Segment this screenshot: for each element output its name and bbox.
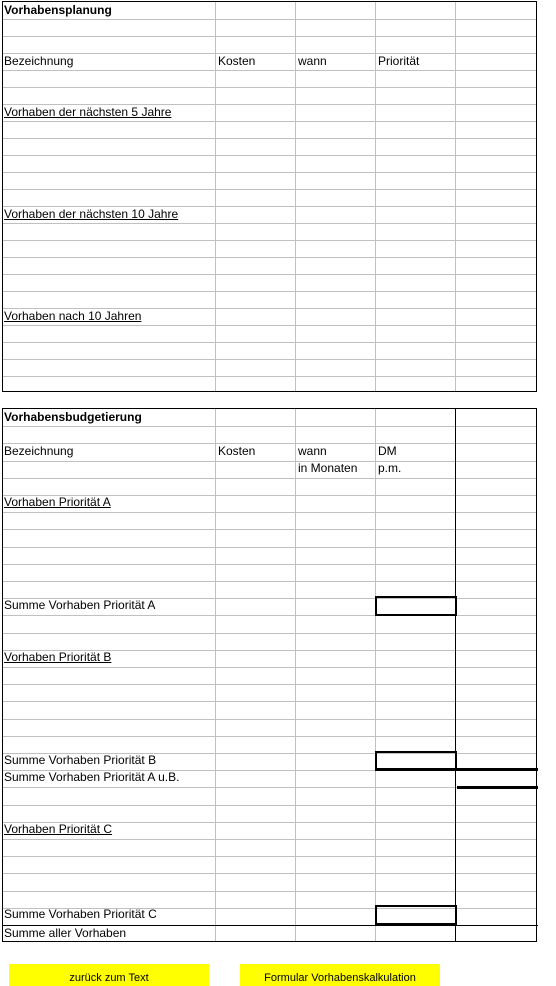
budget-sum-ab-rule-bottom bbox=[457, 786, 538, 789]
budget-section-c: Vorhaben Priorität C bbox=[4, 822, 113, 836]
budget-total-label: Summe aller Vorhaben bbox=[4, 926, 127, 940]
budget-header-dm: DM bbox=[378, 444, 397, 458]
grid-row-line bbox=[3, 291, 536, 292]
grid-row-line bbox=[3, 325, 536, 326]
grid-row-line bbox=[3, 240, 536, 241]
grid-row-line bbox=[3, 223, 536, 224]
grid-row-line bbox=[3, 19, 536, 20]
grid-row-line bbox=[3, 121, 536, 122]
grid-row-line bbox=[3, 172, 536, 173]
planning-header-prioritaet: Priorität bbox=[378, 54, 420, 68]
budget-sum-ab-rule-top bbox=[377, 768, 538, 771]
budget-header-dm-sub: p.m. bbox=[378, 461, 402, 475]
budget-header-wann-sub: in Monaten bbox=[298, 461, 358, 475]
budget-sum-ab-label: Summe Vorhaben Priorität A u.B. bbox=[4, 770, 180, 784]
budget-header-kosten: Kosten bbox=[218, 444, 256, 458]
budget-right-column-box bbox=[455, 408, 537, 926]
planning-section-10-years: Vorhaben der nächsten 10 Jahre bbox=[4, 207, 179, 221]
budget-sum-a-value[interactable] bbox=[375, 596, 457, 616]
grid-column-line bbox=[215, 409, 216, 941]
planning-section-after-10-years: Vorhaben nach 10 Jahren bbox=[4, 309, 142, 323]
grid-row-line bbox=[3, 359, 536, 360]
budget-sum-a-label: Summe Vorhaben Priorität A bbox=[4, 598, 156, 612]
grid-row-line bbox=[3, 70, 536, 71]
budget-header-wann: wann bbox=[298, 444, 327, 458]
planning-header-kosten: Kosten bbox=[218, 54, 256, 68]
budget-section-b: Vorhaben Priorität B bbox=[4, 650, 112, 664]
grid-column-line bbox=[375, 409, 376, 941]
planning-header-bezeichnung: Bezeichnung bbox=[4, 54, 74, 68]
grid-row-line bbox=[3, 376, 536, 377]
grid-row-line bbox=[3, 155, 536, 156]
planning-grid bbox=[3, 2, 536, 391]
grid-row-line bbox=[3, 87, 536, 88]
grid-row-line bbox=[3, 36, 536, 37]
grid-column-line bbox=[375, 2, 376, 391]
back-to-text-button[interactable]: zurück zum Text bbox=[9, 964, 209, 986]
grid-column-line bbox=[295, 409, 296, 941]
form-calculation-button[interactable]: Formular Vorhabenskalkulation bbox=[240, 964, 440, 986]
grid-row-line bbox=[3, 274, 536, 275]
planning-section-5-years: Vorhaben der nächsten 5 Jahre bbox=[4, 105, 172, 119]
grid-column-line bbox=[295, 2, 296, 391]
budget-header-bezeichnung: Bezeichnung bbox=[4, 444, 74, 458]
planning-header-wann: wann bbox=[298, 54, 327, 68]
planning-sheet bbox=[2, 1, 537, 392]
grid-column-line bbox=[215, 2, 216, 391]
grid-row-line bbox=[3, 257, 536, 258]
budget-title: Vorhabensbudgetierung bbox=[4, 410, 142, 424]
grid-row-line bbox=[3, 53, 536, 54]
budget-sum-b-label: Summe Vorhaben Priorität B bbox=[4, 753, 157, 767]
budget-sheet bbox=[2, 408, 537, 942]
grid-column-line bbox=[455, 2, 456, 391]
planning-title: Vorhabensplanung bbox=[4, 3, 112, 17]
grid-row-line bbox=[3, 138, 536, 139]
grid-row-line bbox=[3, 342, 536, 343]
budget-sum-c-label: Summe Vorhaben Priorität C bbox=[4, 907, 157, 921]
budget-section-a: Vorhaben Priorität A bbox=[4, 495, 111, 509]
budget-sum-c-value[interactable] bbox=[375, 905, 457, 925]
grid-row-line bbox=[3, 189, 536, 190]
budget-total-value[interactable] bbox=[455, 925, 537, 942]
